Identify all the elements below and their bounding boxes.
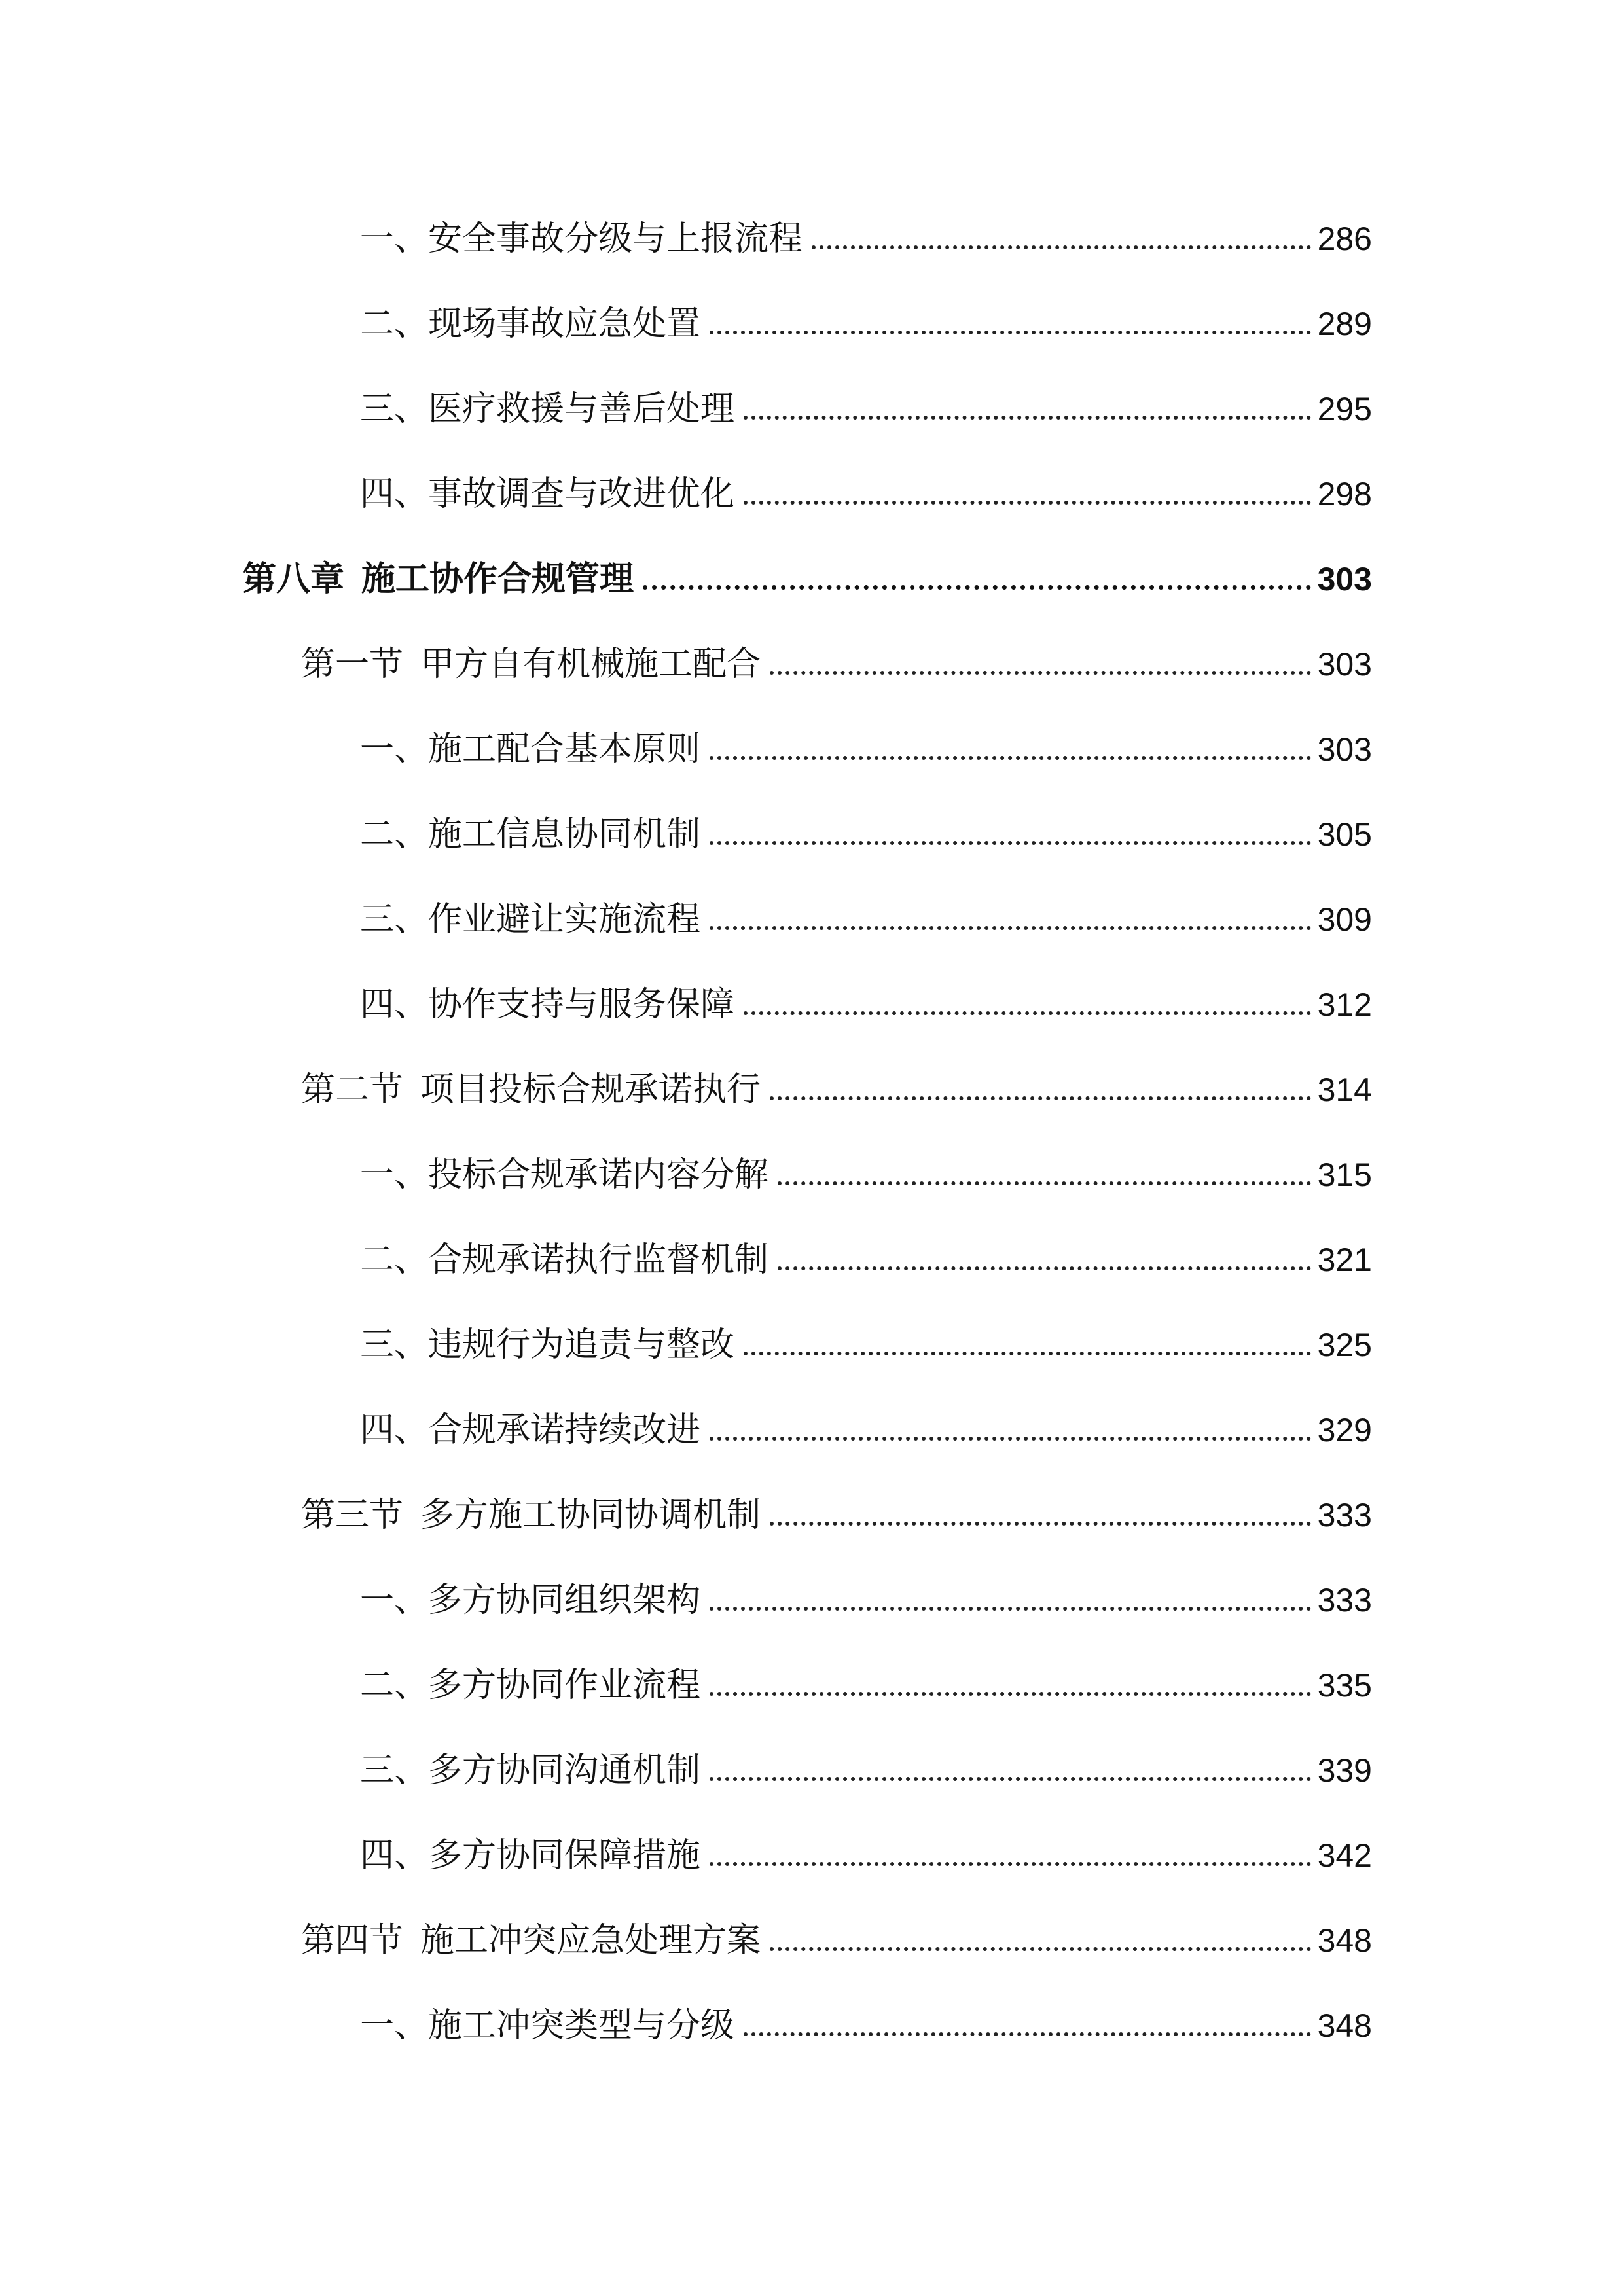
toc-chapter-entry[interactable]: [242, 553, 1372, 605]
dot-leader: [770, 670, 1311, 675]
toc-entry[interactable]: [360, 1404, 1372, 1456]
toc-entry[interactable]: [360, 893, 1372, 946]
toc-entry[interactable]: [360, 298, 1372, 350]
toc-section-number: 第四节: [301, 1921, 404, 1960]
toc-section-number: 第三节: [301, 1496, 404, 1535]
toc-entry-page: 312: [1317, 986, 1372, 1023]
toc-chapter-number: 第八章: [242, 560, 345, 599]
toc-entry-title: 三、多方协同沟通机制: [360, 1751, 701, 1790]
toc-entry-page: 335: [1317, 1667, 1372, 1704]
dot-leader: [710, 840, 1311, 845]
dot-leader: [770, 1946, 1311, 1951]
toc-entry-page: 348: [1317, 2007, 1372, 2044]
toc-entry-page: 333: [1317, 1582, 1372, 1619]
toc-entry-page: 333: [1317, 1497, 1372, 1534]
toc-entry-title: 多方施工协同协调机制: [420, 1496, 761, 1535]
toc-entry-page: 348: [1317, 1922, 1372, 1959]
dot-leader: [710, 755, 1311, 760]
toc-entry[interactable]: [360, 213, 1372, 265]
toc-entry-page: 305: [1317, 816, 1372, 853]
toc-entry-page: 286: [1317, 221, 1372, 257]
toc-entry-page: 314: [1317, 1071, 1372, 1108]
toc-entry-title: 二、多方协同作业流程: [360, 1666, 701, 1705]
toc-entry-title: 施工冲突应急处理方案: [420, 1921, 761, 1960]
toc-entry-title: 甲方自有机械施工配合: [420, 645, 761, 684]
toc-entry-title: 二、合规承诺执行监督机制: [360, 1240, 769, 1280]
dot-leader: [710, 1861, 1311, 1866]
dot-leader: [710, 329, 1311, 334]
toc-entry-title: 三、医疗救援与善后处理: [360, 389, 735, 429]
dot-leader: [744, 2031, 1311, 2036]
toc-entry[interactable]: [360, 383, 1372, 435]
toc-entry-page: 289: [1317, 306, 1372, 342]
dot-leader: [778, 1265, 1311, 1270]
toc-entry[interactable]: [360, 1744, 1372, 1797]
toc-entry-page: 295: [1317, 391, 1372, 427]
toc-entry-page: 325: [1317, 1327, 1372, 1363]
dot-leader: [744, 1010, 1311, 1015]
toc-entry-title: 施工协作合规管理: [361, 560, 634, 599]
toc-entry[interactable]: [360, 1829, 1372, 1882]
dot-leader: [643, 584, 1311, 590]
toc-entry-title: 三、违规行为追责与整改: [360, 1325, 735, 1365]
toc-entry[interactable]: [360, 1234, 1372, 1286]
toc-entry-title: 二、施工信息协同机制: [360, 815, 701, 854]
toc-entry[interactable]: [360, 468, 1372, 520]
dot-leader: [744, 499, 1311, 505]
toc-entry-page: 303: [1317, 646, 1372, 683]
toc-entry-title: 四、合规承诺持续改进: [360, 1410, 701, 1450]
toc-entry-title: 四、多方协同保障措施: [360, 1836, 701, 1875]
dot-leader: [710, 1776, 1311, 1781]
dot-leader: [778, 1180, 1311, 1185]
toc-entry[interactable]: [360, 2000, 1372, 2052]
toc-entry-title: 一、投标合规承诺内容分解: [360, 1155, 769, 1194]
dot-leader: [710, 925, 1311, 930]
toc-entry-page: 342: [1317, 1837, 1372, 1874]
toc-entry-page: 329: [1317, 1412, 1372, 1448]
toc-entry-page: 309: [1317, 901, 1372, 938]
toc-section-number: 第二节: [301, 1070, 404, 1109]
toc-entry-page: 303: [1317, 561, 1372, 598]
toc-entry-page: 298: [1317, 476, 1372, 512]
toc-entry-title: 一、多方协同组织架构: [360, 1581, 701, 1620]
dot-leader: [710, 1605, 1311, 1611]
dot-leader: [770, 1095, 1311, 1100]
toc-entry-title: 二、现场事故应急处置: [360, 304, 701, 344]
dot-leader: [744, 414, 1311, 420]
toc-entry[interactable]: [360, 808, 1372, 861]
toc-section-number: 第一节: [301, 645, 404, 684]
toc-entry-title: 三、作业避让实施流程: [360, 900, 701, 939]
toc-entry-page: 315: [1317, 1157, 1372, 1193]
toc-section-entry[interactable]: [301, 1914, 1372, 1967]
toc-entry-title: 一、施工冲突类型与分级: [360, 2006, 735, 2045]
toc-entry-title: 四、事故调查与改进优化: [360, 475, 735, 514]
toc-entry[interactable]: [360, 1149, 1372, 1201]
dot-leader: [710, 1435, 1311, 1441]
toc-section-entry[interactable]: [301, 638, 1372, 691]
toc-entry-title: 一、安全事故分级与上报流程: [360, 219, 803, 259]
dot-leader: [744, 1350, 1311, 1355]
dot-leader: [770, 1520, 1311, 1526]
toc-entry-page: 339: [1317, 1752, 1372, 1789]
toc-section-entry[interactable]: [301, 1064, 1372, 1116]
toc-entry-title: 项目投标合规承诺执行: [420, 1070, 761, 1109]
toc-entry-page: 303: [1317, 731, 1372, 768]
toc-entry-title: 四、协作支持与服务保障: [360, 985, 735, 1024]
toc-entry[interactable]: [360, 723, 1372, 776]
toc-entry-title: 一、施工配合基本原则: [360, 730, 701, 769]
toc-entry[interactable]: [360, 1574, 1372, 1626]
toc-entry-page: 321: [1317, 1242, 1372, 1278]
toc-entry[interactable]: [360, 978, 1372, 1031]
toc-entry[interactable]: [360, 1319, 1372, 1371]
dot-leader: [812, 244, 1311, 249]
toc-section-entry[interactable]: [301, 1489, 1372, 1541]
toc-entry[interactable]: [360, 1659, 1372, 1712]
dot-leader: [710, 1691, 1311, 1696]
